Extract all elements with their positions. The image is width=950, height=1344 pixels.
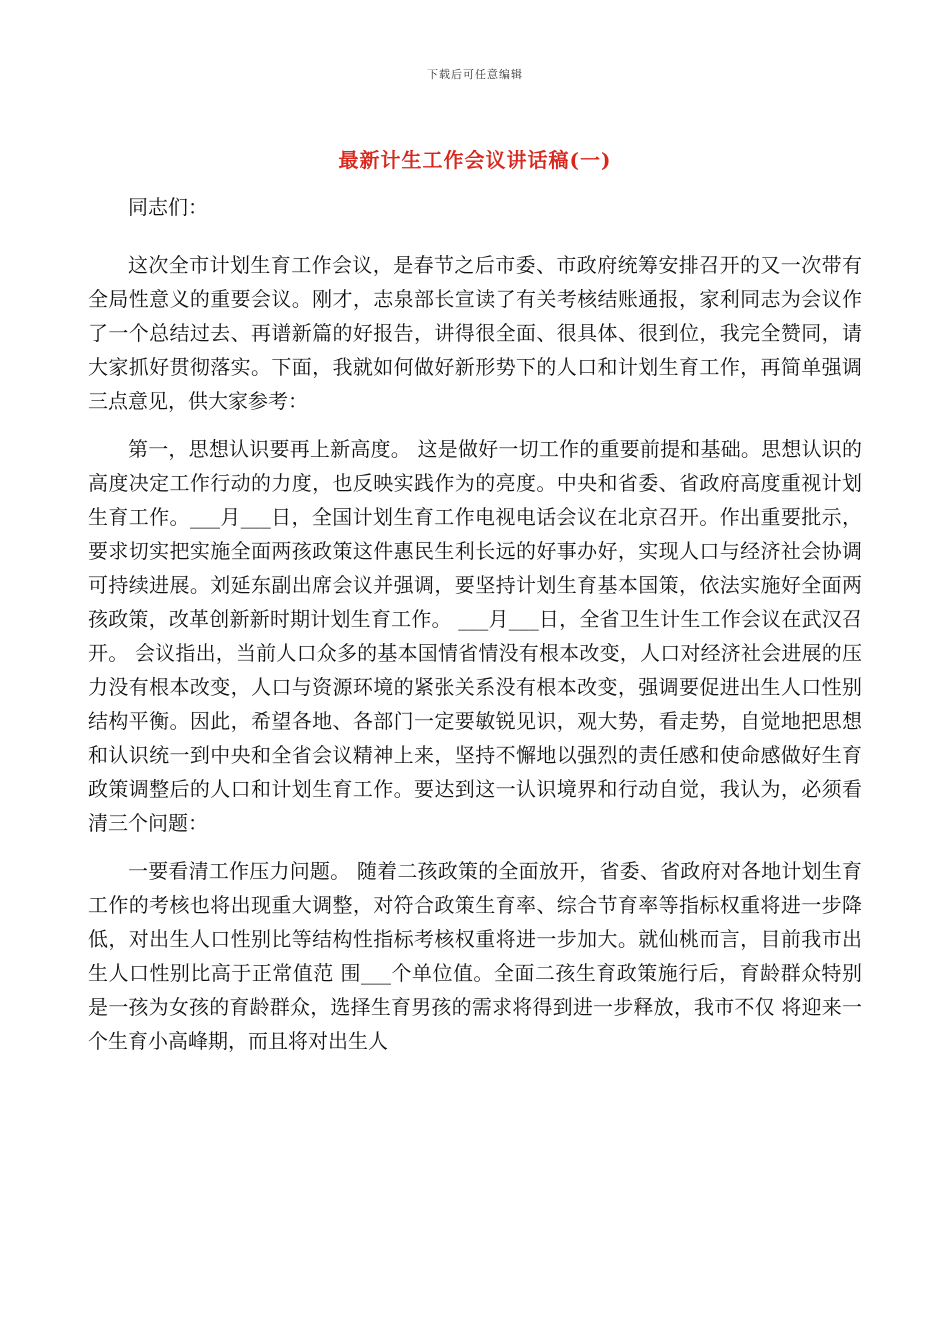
salutation: 同志们： [128,195,208,219]
document-body [88,190,862,1072]
paragraph-1: 这次全市计划生育工作会议，是春节之后市委、市政府统筹安排召开的又一次带有全局性意义的重要会议。刚才，志泉部长宣读了有关考核结账通报，家利同志为会议作了一个总结过去、再谱新篇的好报告，讲得很全面、很具体、很到位，我完全赞同，请大家抓好贯彻落实。下面，我就如何做好新形势下的人口和计划生育工作，再简单强调三点意见，供大家参考： [88,253,862,413]
header-note: 下载后可任意编辑 [427,68,523,81]
document-title: 最新计生工作会议讲话稿(一) [338,148,612,172]
paragraph-2: 第一，思想认识要再上新高度。 这是做好一切工作的重要前提和基础。思想认识的高度决定工作行动的力度，也反映实践作为的亮度。中央和省委、省政府高度重视计划生育工作。___月___日，全国计划生育工作电视电话会议在北京召开。作出重要批示，要求切实把实施全面两孩政策这件惠民生利长远的好事办好，实现人口与经济社会协调可持续进展。刘延东副出席会议并强调，要坚持计划生育基本国策，依法实施好全面两孩政策，改革创新新时期计划生育工作。 ___月___日，全省卫生计生工作会议在武汉召开。 会议指出，当前人口众多的基本国情省情没有根本改变，人口对经济社会进展的压力没有根本改变，人口与资源环境的紧张关系没有根本改变，强调要促进出生人口性别结构平衡。因此，希望各地、各部门一定要敏锐见识，观大势，看走势，自觉地把思想和认识统一到中央和全省会议精神上来，坚持不懈地以强烈的责任感和使命感做好生育政策调整后的人口和计划生育工作。要达到这一认识境界和行动自觉，我认为，必须看清三个问题： [88,437,862,835]
paragraph-3: 一要看清工作压力问题。 随着二孩政策的全面放开，省委、省政府对各地计划生育工作的考核也将出现重大调整，对符合政策生育率、综合节育率等指标权重将进一步降低，对出生人口性别比等结构性指标考核权重将进一步加大。就仙桃而言，目前我市出生人口性别比高于正常值范 围___个单位值。全面二孩生育政策施行后，育龄群众特别是一孩为女孩的育龄群众，选择生育男孩的需求将得到进一步释放，我市不仅 将迎来一个生育小高峰期，而且将对出生人 [88,859,862,1053]
